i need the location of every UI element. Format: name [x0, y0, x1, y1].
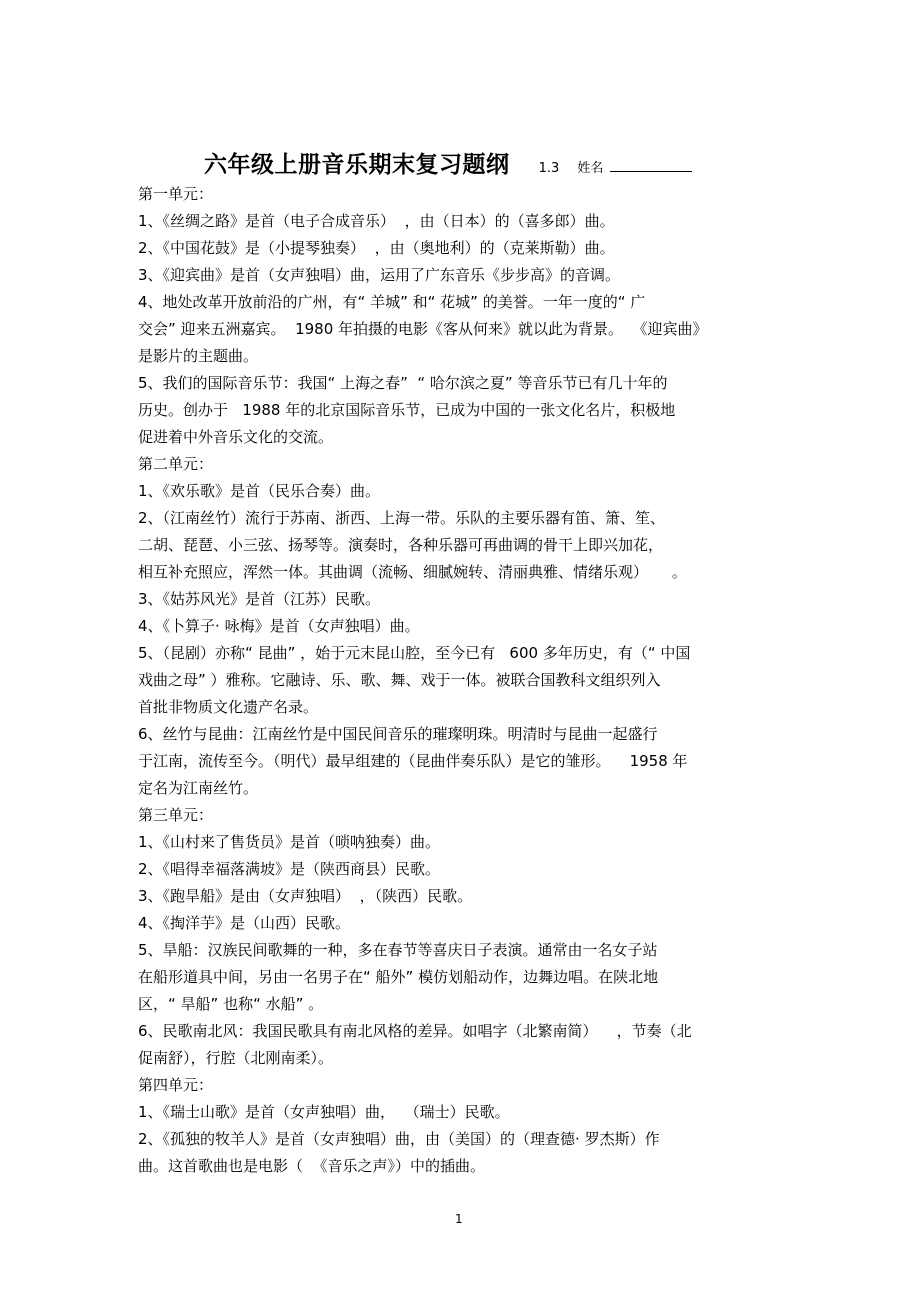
text-line: 二胡、琵琶、小三弦、扬琴等。演奏时，各种乐器可再曲调的骨干上即兴加花，: [138, 536, 664, 554]
text-line: 区，“ 旱船” 也称“ 水船” 。: [138, 995, 324, 1013]
text-line: 在船形道具中间，另由一名男子在“ 船外” 模仿划船动作，边舞边唱。在陕北地: [138, 968, 659, 986]
title-meta: [539, 161, 692, 176]
text-line: 6、丝竹与昆曲：江南丝竹是中国民间音乐的璀璨明珠。明清时与昆曲一起盛行: [138, 725, 658, 743]
text-line: 促进着中外音乐文化的交流。: [138, 428, 334, 446]
text-line: 3、《跑旱船》是由（女声独唱） ，（陕西）民歌。: [138, 887, 473, 905]
text-line: 2、《孤独的牧羊人》是首（女声独唱）曲，由（美国）的（理查德· 罗杰斯）作: [138, 1130, 660, 1148]
text-line: 第一单元：: [138, 185, 214, 203]
text-line: 5、旱船：汉族民间歌舞的一种，多在春节等喜庆日子表演。通常由一名女子站: [138, 941, 658, 959]
text-line: 历史。创办于 1988 年的北京国际音乐节，已成为中国的一张文化名片，积极地: [138, 401, 676, 419]
name-blank-line: [610, 161, 692, 172]
text-line: 促南舒），行腔（北刚南柔）。: [138, 1049, 334, 1067]
text-line: 第四单元：: [138, 1076, 214, 1094]
text-line: 首批非物质文化遗产名录。: [138, 698, 319, 716]
text-line: 4、《掏洋芋》是（山西）民歌。: [138, 914, 351, 932]
text-line: 4、地处改革开放前沿的广州，有“ 羊城” 和“ 花城” 的美誉。一年一度的“ 广: [138, 293, 646, 311]
text-line: 1、《欢乐歌》是首（民乐合奏）曲。: [138, 482, 381, 500]
page-title: 六年级上册音乐期末复习题纲: [204, 152, 510, 178]
text-line: 3、《迎宾曲》是首（女声独唱）曲，运用了广东音乐《步步高》的音调。: [138, 266, 621, 284]
page-number: 1: [455, 1212, 463, 1226]
text-line: 3、《姑苏风光》是首（江苏）民歌。: [138, 590, 381, 608]
text-line: 交会” 迎来五洲嘉宾。 1980 年拍摄的电影《客从何来》就以此为背景。 《迎宾曲》: [138, 320, 708, 338]
text-line: 5、我们的国际音乐节：我国“ 上海之春” “ 哈尔滨之夏” 等音乐节已有几十年的: [138, 374, 668, 392]
title-row: [204, 146, 692, 180]
text-line: 1、《山村来了售货员》是首（唢呐独奏）曲。: [138, 833, 441, 851]
text-line: 第三单元：: [138, 806, 214, 824]
text-line: 定名为江南丝竹。: [138, 779, 259, 797]
text-line: 4、《卜算子· 咏梅》是首（女声独唱）曲。: [138, 617, 420, 635]
text-line: 2、（江南丝竹）流行于苏南、浙西、上海一带。乐队的主要乐器有笛、箫、笙、: [138, 509, 666, 527]
text-line: 2、《唱得幸福落满坡》是（陕西商县）民歌。: [138, 860, 441, 878]
text-line: 1、《丝绸之路》是首（电子合成音乐） ，由（日本）的（喜多郎）曲。: [138, 212, 615, 230]
text-line: 曲。这首歌曲也是电影（ 《音乐之声》）中的插曲。: [138, 1157, 486, 1175]
text-line: 1、《瑞士山歌》是首（女声独唱）曲， （瑞士）民歌。: [138, 1103, 510, 1121]
text-line: 戏曲之母” ）雅称。它融诗、乐、歌、舞、戏于一体。被联合国教科文组织列入: [138, 671, 661, 689]
text-line: 2、《中国花鼓》是（小提琴独奏） ，由（奥地利）的（克莱斯勒）曲。: [138, 239, 615, 257]
text-line: 第二单元：: [138, 455, 214, 473]
text-line: 6、民歌南北风：我国民歌具有南北风格的差异。如唱字（北繁南简） ，节奏（北: [138, 1022, 692, 1040]
name-label: 姓名: [577, 161, 604, 176]
text-line: 5、（昆剧）亦称“ 昆曲” ，始于元末昆山腔，至今已有 600 多年历史，有（“ 中国: [138, 644, 691, 662]
class-label: 1.3: [538, 161, 560, 176]
text-line: 相互补充照应，浑然一体。其曲调（流畅、细腻婉转、清丽典雅、情绪乐观） 。: [138, 563, 687, 581]
document-body: [138, 181, 788, 1180]
text-line: 是影片的主题曲。: [138, 347, 259, 365]
text-line: 于江南，流传至今。（明代）最早组建的（昆曲伴奏乐队）是它的雏形。 1958 年: [138, 752, 688, 770]
